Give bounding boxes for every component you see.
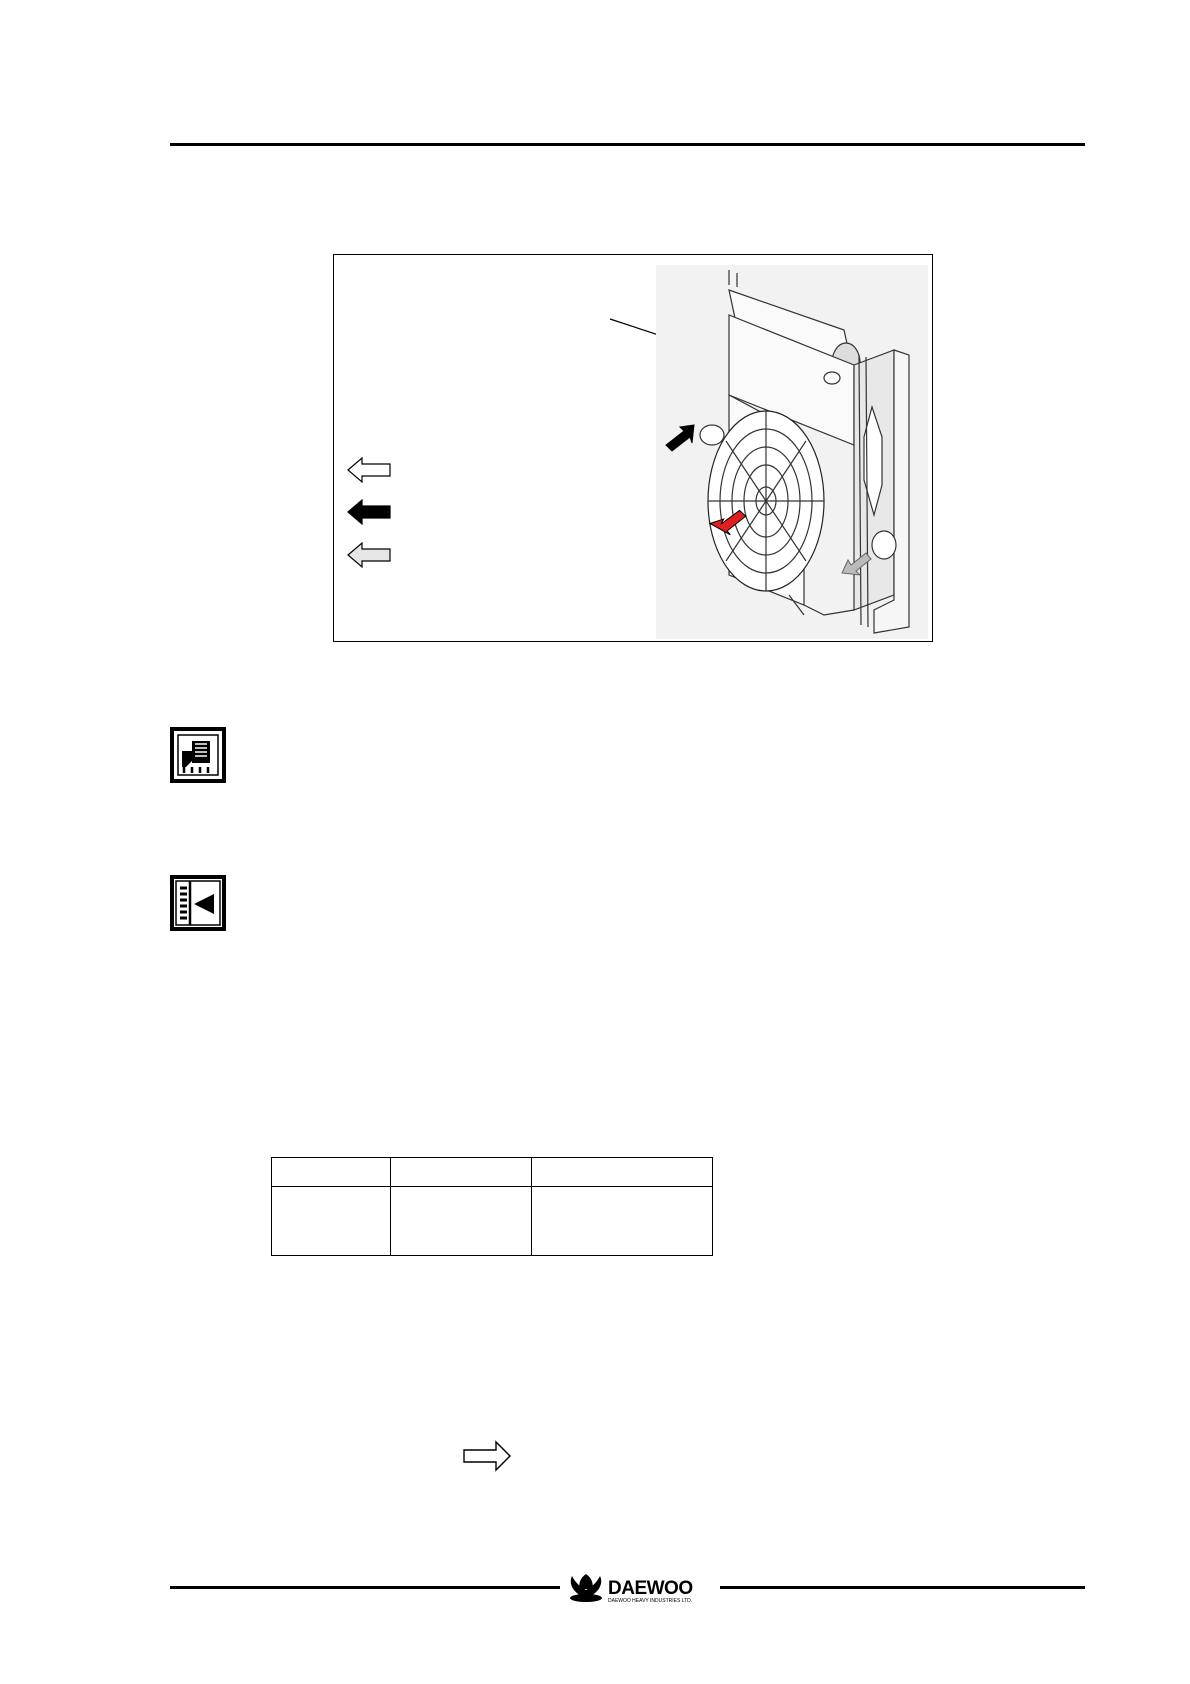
black-arrow-icon bbox=[348, 500, 390, 524]
cooling-unit-figure bbox=[333, 254, 933, 642]
table-header-cell bbox=[391, 1158, 532, 1187]
table-header-row bbox=[272, 1158, 713, 1187]
table-cell bbox=[391, 1187, 532, 1256]
cooler-illustration bbox=[656, 265, 928, 639]
right-outline-arrow-icon bbox=[462, 1440, 514, 1472]
table-header-cell bbox=[532, 1158, 713, 1187]
maintenance-manual-icon bbox=[170, 727, 226, 783]
outline-arrow-icon bbox=[348, 458, 390, 482]
fill-level-icon bbox=[170, 875, 226, 931]
spec-table bbox=[271, 1157, 713, 1256]
brand-name: DAEWOO bbox=[608, 1578, 693, 1599]
table-row bbox=[272, 1187, 713, 1256]
table-cell bbox=[272, 1187, 391, 1256]
brand-subtitle: DAEWOO HEAVY INDUSTRIES LTD. bbox=[608, 1598, 693, 1604]
grey-arrow-icon bbox=[348, 543, 390, 567]
daewoo-logo-icon bbox=[570, 1574, 602, 1602]
header-rule bbox=[170, 143, 1085, 146]
table-cell bbox=[532, 1187, 713, 1256]
footer-logo bbox=[560, 1570, 720, 1606]
table-header-cell bbox=[272, 1158, 391, 1187]
